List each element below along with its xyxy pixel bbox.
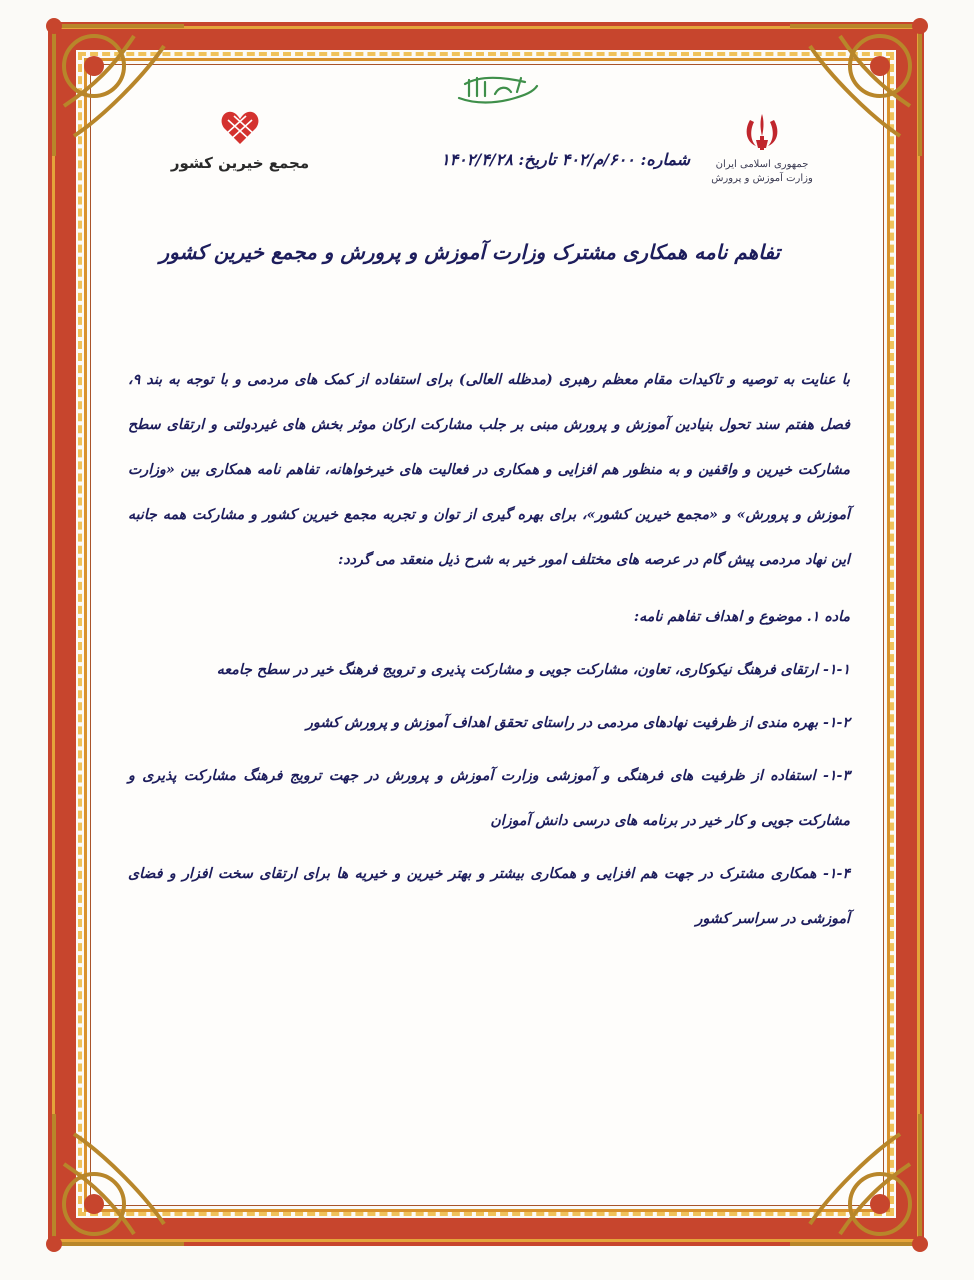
heart-logo-icon (220, 110, 260, 146)
list-item: ۱-۴- همکاری مشترک در جهت هم افزایی و همکاری بیشتر و بهتر خیرین و خیریه ها برای ارتقای سخت افزار و فضای آموزشی در سراسر کشور (128, 866, 850, 927)
iran-emblem-icon (742, 112, 782, 154)
corner-ornament-icon (34, 1094, 204, 1264)
intro-paragraph: با عنایت به توصیه و تاکیدات مقام معظم رهبری (مدظله العالی) برای استفاده از کمک های مردمی و با توجه به بند ۹، فصل هفتم سند تحول بنیادین آموزش و پرورش مبنی بر جلب مشارکت ارکان موثر بخش های غیردولتی و ارتقای سطح مشارکت خیرین و واقفین و به منظور هم افزایی و همکاری در فعالیت های خیرخواهانه، تفاهم نامه همکاری بین «وزارت آموزش و پرورش» و «مجمع خیرین کشور»، برای بهره گیری از توان و تجربه مجمع خیرین کشور و مشارکت همه جانبه این نهاد مردمی پیش گام در عرصه های مختلف امور خیر به شرح ذیل منعقد می گردد: (128, 372, 850, 568)
list-item: ۱-۳- استفاده از ظرفیت های فرهنگی و آموزشی وزارت آموزش و پرورش در جهت ترویج فرهنگ مشارکت پذیری و مشارکت جویی و کار خیر در برنامه های درسی دانش آموزان (128, 768, 850, 829)
article-heading: ماده ۱. موضوع و اهداف تفاهم نامه: (633, 609, 850, 625)
ministry-emblem (692, 112, 832, 222)
list-item: ۱-۱- ارتقای فرهنگ نیکوکاری، تعاون، مشارکت جویی و مشارکت پذیری و ترویج فرهنگ خیر در سطح جامعه (216, 662, 850, 678)
list-item: ۱-۲- بهره مندی از ظرفیت نهادهای مردمی در راستای تحقق اهداف آموزش و پرورش کشور (306, 715, 850, 731)
emblem-line-2: وزارت آموزش و پرورش (711, 173, 813, 184)
document-title: تفاهم نامه همکاری مشترک وزارت آموزش و پرورش و مجمع خیرین کشور (159, 240, 780, 264)
reference-number-date: شماره: ۶۰۰/م/۴۰۲ تاریخ: ۱۴۰۲/۴/۲۸ (440, 150, 690, 169)
charity-logo (155, 110, 325, 190)
document-body (128, 358, 850, 942)
charity-logo-text: مجمع خیرین کشور (170, 154, 310, 172)
basmala-calligraphy-icon (455, 70, 541, 108)
emblem-line-1: جمهوری اسلامی ایران (715, 159, 809, 170)
corner-ornament-icon (770, 1094, 940, 1264)
